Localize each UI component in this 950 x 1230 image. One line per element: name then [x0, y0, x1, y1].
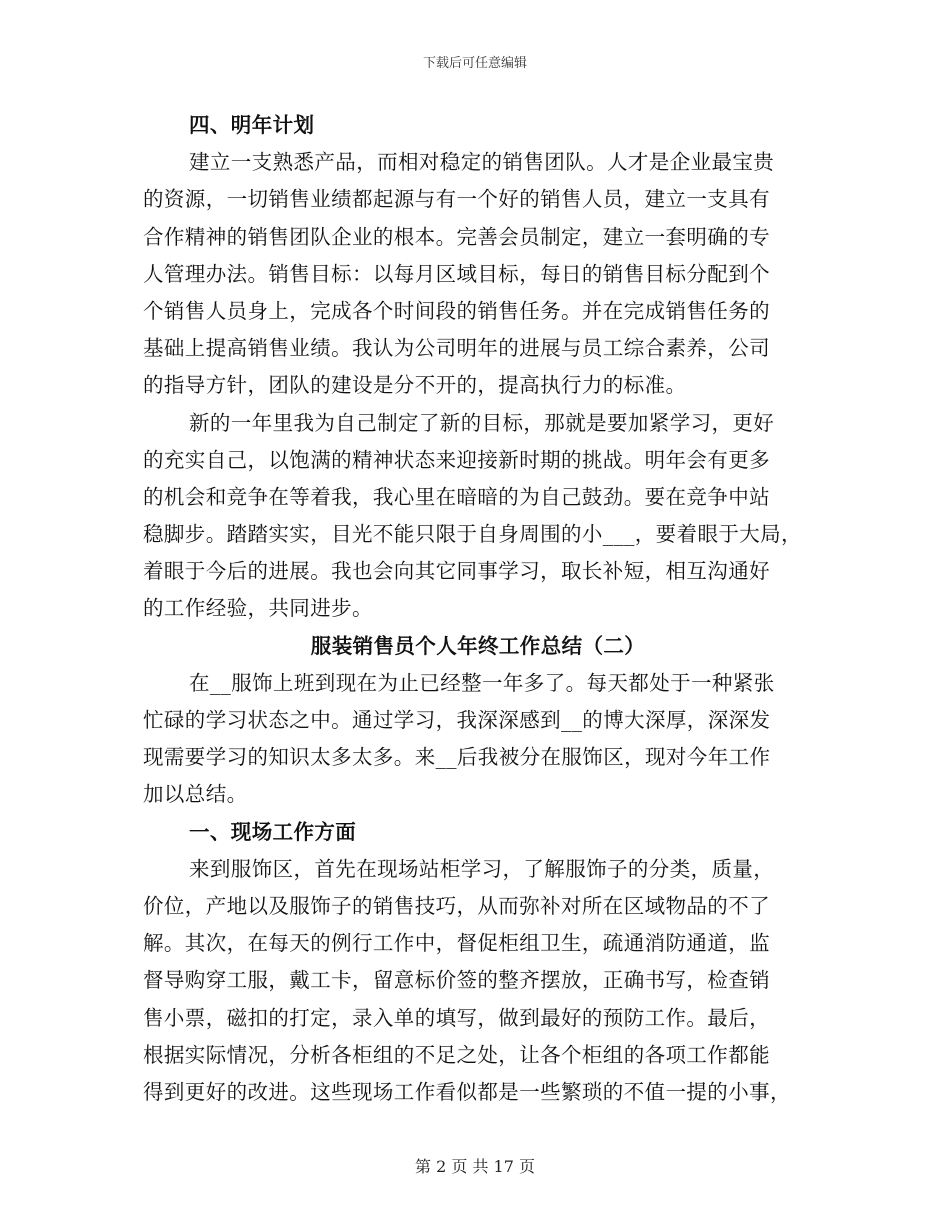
page-header: 下载后可任意编辑 — [422, 56, 527, 71]
paragraph-line: 在__服饰上班到现在为止已经整一年多了。每天都处于一种紧张 — [189, 670, 775, 695]
paragraph-line: 着眼于今后的进展。我也会向其它同事学习，取长补短，相互沟通好 — [143, 559, 770, 584]
paragraph-line: 来到服饰区，首先在现场站柜学习，了解服饰子的分类，质量， — [189, 856, 775, 881]
section-heading-next-year-plan: 四、明年计划 — [189, 113, 315, 137]
paragraph-line: 的指导方针，团队的建设是分不开的，提高执行力的标准。 — [143, 373, 687, 398]
document-title: 服装销售员个人年终工作总结（二） — [310, 633, 646, 658]
paragraph-line: 基础上提高销售业绩。我认为公司明年的进展与员工综合素养，公司 — [143, 336, 770, 361]
paragraph-line: 售小票，磁扣的打定，录入单的填写，做到最好的预防工作。最后， — [143, 1005, 770, 1030]
paragraph-line: 现需要学习的知识太多太多。来__后我被分在服饰区，现对今年工作 — [143, 745, 771, 770]
paragraph-line: 加以总结。 — [143, 782, 248, 807]
paragraph-line: 新的一年里我为自己制定了新的目标，那就是要加紧学习，更好 — [189, 410, 775, 435]
paragraph-line: 合作精神的销售团队企业的根本。完善会员制定，建立一套明确的专 — [143, 224, 770, 249]
page-footer: 第 2 页 共 17 页 — [415, 1157, 535, 1176]
paragraph-line: 得到更好的改进。这些现场工作看似都是一些繁琐的不值一提的小事， — [143, 1079, 791, 1104]
paragraph-line: 的充实自己，以饱满的精神状态来迎接新时期的挑战。明年会有更多 — [143, 447, 770, 472]
paragraph-line: 价位，产地以及服饰子的销售技巧，从而弥补对所在区域物品的不了 — [143, 893, 770, 918]
paragraph-line: 人管理办法。销售目标：以每月区域目标，每日的销售目标分配到个 — [143, 261, 770, 286]
paragraph-line: 根据实际情况，分析各柜组的不足之处，让各个柜组的各项工作都能 — [143, 1042, 770, 1067]
section-heading-onsite-work: 一、现场工作方面 — [189, 819, 357, 844]
paragraph-line: 的资源，一切销售业绩都起源与有一个好的销售人员，建立一支具有 — [143, 187, 770, 212]
paragraph-line: 个销售人员身上，完成各个时间段的销售任务。并在完成销售任务的 — [143, 298, 770, 323]
paragraph-line: 稳脚步。踏踏实实，目光不能只限于自身周围的小___，要着眼于大局， — [143, 522, 802, 547]
paragraph-line: 忙碌的学习状态之中。通过学习，我深深感到__的博大深厚，深深发 — [143, 708, 771, 732]
paragraph-line: 解。其次，在每天的例行工作中，督促柜组卫生，疏通消防通道，监 — [143, 931, 770, 956]
paragraph-line: 建立一支熟悉产品，而相对稳定的销售团队。人才是企业最宝贵 — [189, 150, 775, 175]
paragraph-line: 的机会和竞争在等着我，我心里在暗暗的为自己鼓劲。要在竞争中站 — [143, 484, 770, 509]
paragraph-line: 的工作经验，共同进步。 — [143, 596, 373, 621]
document-body — [143, 107, 813, 1111]
paragraph-line: 督导购穿工服，戴工卡，留意标价签的整齐摆放，正确书写，检查销 — [143, 968, 770, 993]
